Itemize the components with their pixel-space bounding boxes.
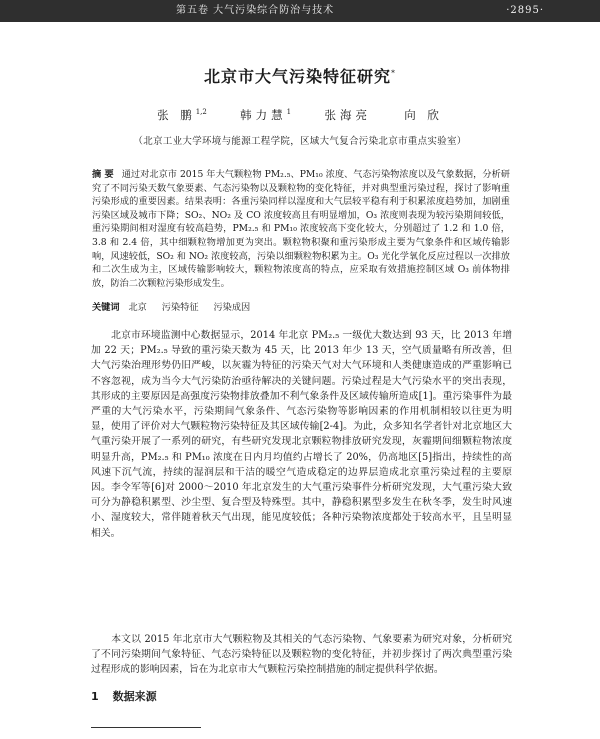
author-name: 向 欣 — [404, 108, 443, 122]
running-header — [0, 0, 600, 22]
keyword: 污染成因 — [213, 302, 251, 313]
title-footnote-mark: * — [391, 68, 396, 78]
journal-name: 第五卷 大气污染综合防治与技术 — [176, 5, 335, 16]
abstract-text: 通过对北京市 2015 年大气颗粒物 PM₂.₅、PM₁₀ 浓度、气态污染物浓度以及气象数据，分析研究了不同污染天数气象要素、气态污染物以及颗粒物的变化特征，并对典型重污染过程，探讨了影响重污染形成的重要因素。结果表明：各重污染同样以湿度和大气层较平稳有利于积累浓度趋势加，加剧重污染区域及城市下降；SO₂、NO₂ 及 CO 浓度较高且有明显增加，O₃ 浓度则表现为较污染期间较低，重污染期间相对湿度有较高趋势，PM₂.₅ 和 PM₁₀ 浓度较高下变化较大，分别超过了 1.2 和 1.0 倍，3.8 和 2.4 倍，其中细颗粒物增加更为突出。颗粒物积聚和重污染形成主要为气象条件和区域传输影响，风速较低，SO₂ 和 NO₂ 浓度较高，污染以细颗粒物积累为主。O₃ 光化学氧化反应过程以一次排放和二次生成为主，区域传输影响较大，颗粒物浓度高的特点，应采取有效措施控制区域 O₃ 前体物排放，防治二次颗粒污染形成发生。 — [92, 169, 510, 289]
section-number: 1 — [91, 690, 99, 703]
footnote-divider — [91, 727, 201, 728]
body-paragraph — [91, 632, 512, 678]
keyword: 北京 — [128, 302, 147, 313]
author-list — [0, 107, 600, 123]
section-title: 数据来源 — [112, 690, 157, 703]
section-heading — [91, 688, 157, 704]
title-text: 北京市大气污染特征研究 — [203, 67, 391, 86]
abstract — [92, 168, 510, 290]
author-name: 张 鹏 — [157, 108, 196, 122]
author-name: 张海亮 — [324, 108, 371, 122]
affiliation: （北京工业大学环境与能源工程学院，区域大气复合污染北京市重点实验室） — [133, 136, 467, 147]
keyword: 污染特征 — [161, 302, 199, 313]
paper-title — [0, 64, 600, 87]
page-number: ·2895· — [506, 5, 544, 16]
paragraph-text: 北京市环境监测中心数据显示，2014 年北京 PM₂.₅ 一级优大数达到 93 天，比 2013 年增加 22 天；PM₂.₅ 导致的重污染天数为 45 天，比 2013 年少 13 天，空气质量略有所改善，但大气污染治理形势仍旧严峻，以灰霾为特征的污染天气对大气环境和人类健康造成的严重影响已不容忽视，成为当今大气污染防治亟待解决的关键问题。污染过程是大气污染水平的突出表现，其形成的主要原因是高强度污染物排放叠加不利气象条件及区域传输所造成[1]。重污染事件为最严重的大气污染水平，污染期间气象条件、气态污染物等影响因素的作用机制相较以往更为明显，使用了评价对大气颗粒物污染特征及其区域传输[2-4]。为此，众多知名学者针对北京地区大气重污染开展了一系列的研究，有些研究发现北京颗粒物排放研究发现，灰霾期间细颗粒物浓度明显升高，PM₂.₅ 和 PM₁₀ 浓度在日内月均值约占增长了 20%，仍高地区[5]指出，持续性的高风速下沉气流，持续的湿润层和干洁的暖空气造成稳定的边界层造成北京重污染过程的主要原因。李令军等[6]对 2000～2010 年北京发生的大气重污染事件分析研究发现，大气重污染大致可分为静稳积累型、沙尘型、复合型及特殊型。其中，静稳积累型多发生在秋冬季，发生时风速小、湿度较大，常伴随着秋天气出现，能见度较低；各种污染物浓度都处于较高水平，且呈明显相关。 — [91, 330, 512, 539]
author-mark: 1,2 — [195, 108, 207, 117]
paragraph-text: 本文以 2015 年北京市大气颗粒物及其相关的气态污染物、气象要素为研究对象，分析研究了不同污染期间气象特征、气态污染特征以及颗粒物的变化特征，并初步探讨了两次典型重污染过程形成的影响因素，旨在为北京市大气颗粒污染控制措施的制定提供科学依据。 — [91, 634, 512, 676]
keywords-label: 关键词 — [92, 302, 120, 313]
author-mark: 1 — [286, 108, 292, 117]
author-name: 韩力慧 — [240, 108, 287, 122]
keywords — [92, 301, 510, 315]
abstract-label: 摘 要 — [92, 169, 114, 180]
body-paragraph — [91, 328, 512, 541]
